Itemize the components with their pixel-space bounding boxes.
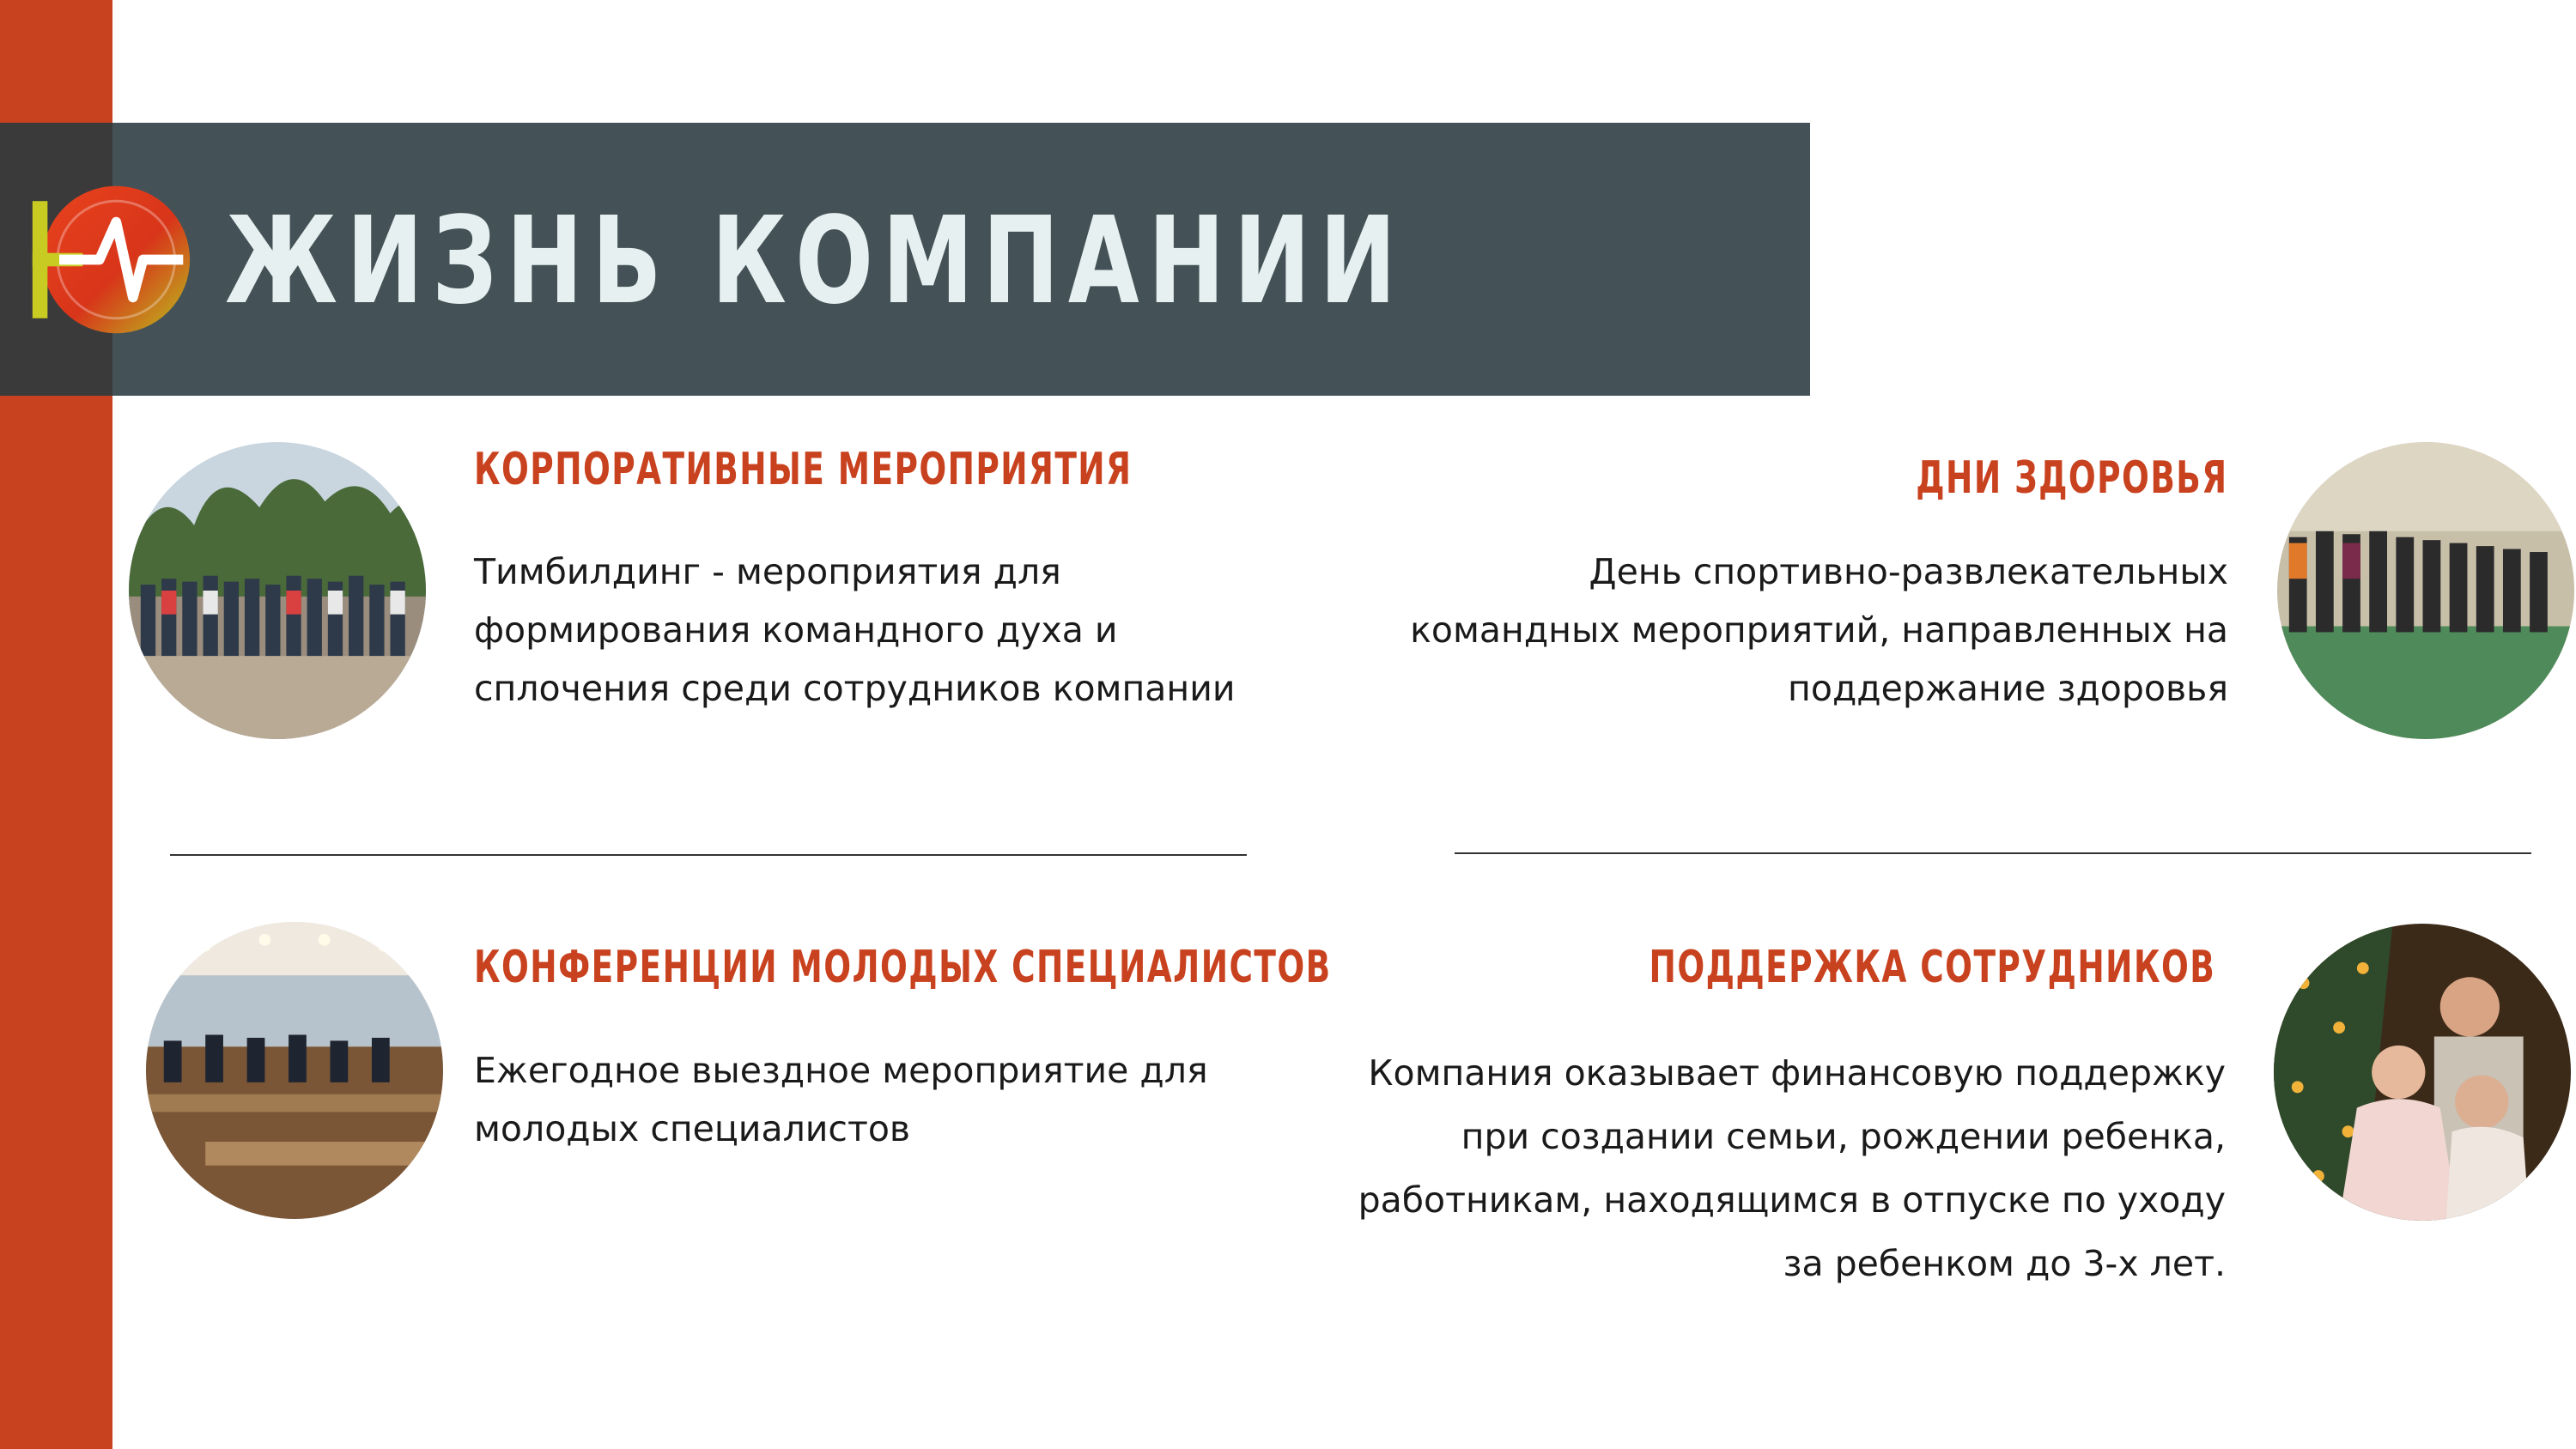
health-days-photo [2277,442,2574,739]
company-logo-icon [26,176,193,343]
health-days-title: ДНИ ЗДОРОВЬЯ [1916,452,2228,504]
divider-right [1455,852,2531,854]
young-specialists-text: Ежегодное выездное мероприятие для молодых специалистов [474,1050,1208,1149]
team-building-photo [129,442,426,739]
divider-left [170,854,1247,856]
health-days-text: День спортивно-развлекательных командных мероприятий, направленных на поддержание здоровья [1410,551,2228,709]
employee-support-title: ПОДДЕРЖКА СОТРУДНИКОВ [1649,942,2215,993]
young-specialists-title: КОНФЕРЕНЦИИ МОЛОДЫХ СПЕЦИАЛИСТОВ [474,942,1332,993]
employee-support-text: Компания оказывает финансовую поддержку при создании семьи, рождении ребенка, работникам, находящимся в отпуске по уходу за ребенком до 3-х лет. [1358,1052,2226,1284]
page-title: ЖИЗНЬ КОМПАНИИ [225,191,1406,331]
corporate-events-text: Тимбилдинг - мероприятия для формирования командного духа и сплочения среди сотрудников компании [474,551,1236,709]
employee-support-photo [2274,924,2571,1221]
corporate-events-title: КОРПОРАТИВНЫЕ МЕРОПРИЯТИЯ [474,444,1133,495]
conference-photo [146,922,443,1219]
